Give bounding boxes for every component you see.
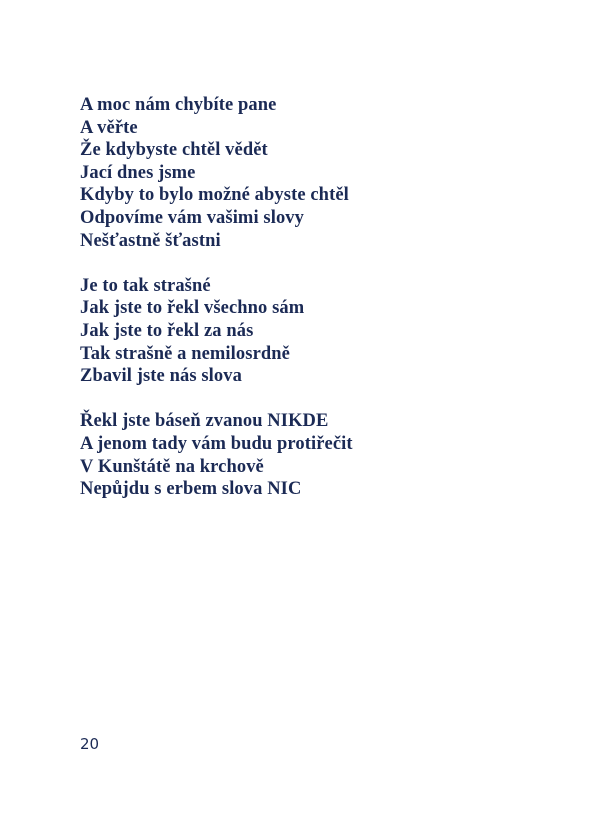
page-number: 20 <box>80 735 100 753</box>
stanza-2 <box>80 275 560 388</box>
stanza-3 <box>80 410 560 500</box>
poem-line: Nepůjdu s erbem slova NIC <box>80 479 302 500</box>
poem <box>80 94 560 523</box>
poem-line: A jenom tady vám budu protiřečit <box>80 433 353 454</box>
poem-line: Jak jste to řekl všechno sám <box>80 298 305 319</box>
poem-line: Zbavil jste nás slova <box>80 366 242 387</box>
poem-line: Řekl jste báseň zvanou NIKDE <box>80 411 329 432</box>
poem-line: Je to tak strašné <box>80 275 211 296</box>
poem-line: A věřte <box>80 117 138 138</box>
poem-line: Kdyby to bylo možné abyste chtěl <box>80 185 349 206</box>
poem-line: Odpovíme vám vašimi slovy <box>80 207 304 228</box>
poem-line: Tak strašně a nemilosrdně <box>80 343 290 364</box>
poem-line: Nešťastně šťastni <box>80 230 221 251</box>
poem-line: V Kunštátě na krchově <box>80 456 264 477</box>
poem-line: A moc nám chybíte pane <box>80 95 277 115</box>
poem-line: Jací dnes jsme <box>80 162 196 183</box>
stanza-1 <box>80 94 560 252</box>
poem-line: Jak jste to řekl za nás <box>80 320 254 341</box>
poem-line: Že kdybyste chtěl vědět <box>80 140 268 161</box>
